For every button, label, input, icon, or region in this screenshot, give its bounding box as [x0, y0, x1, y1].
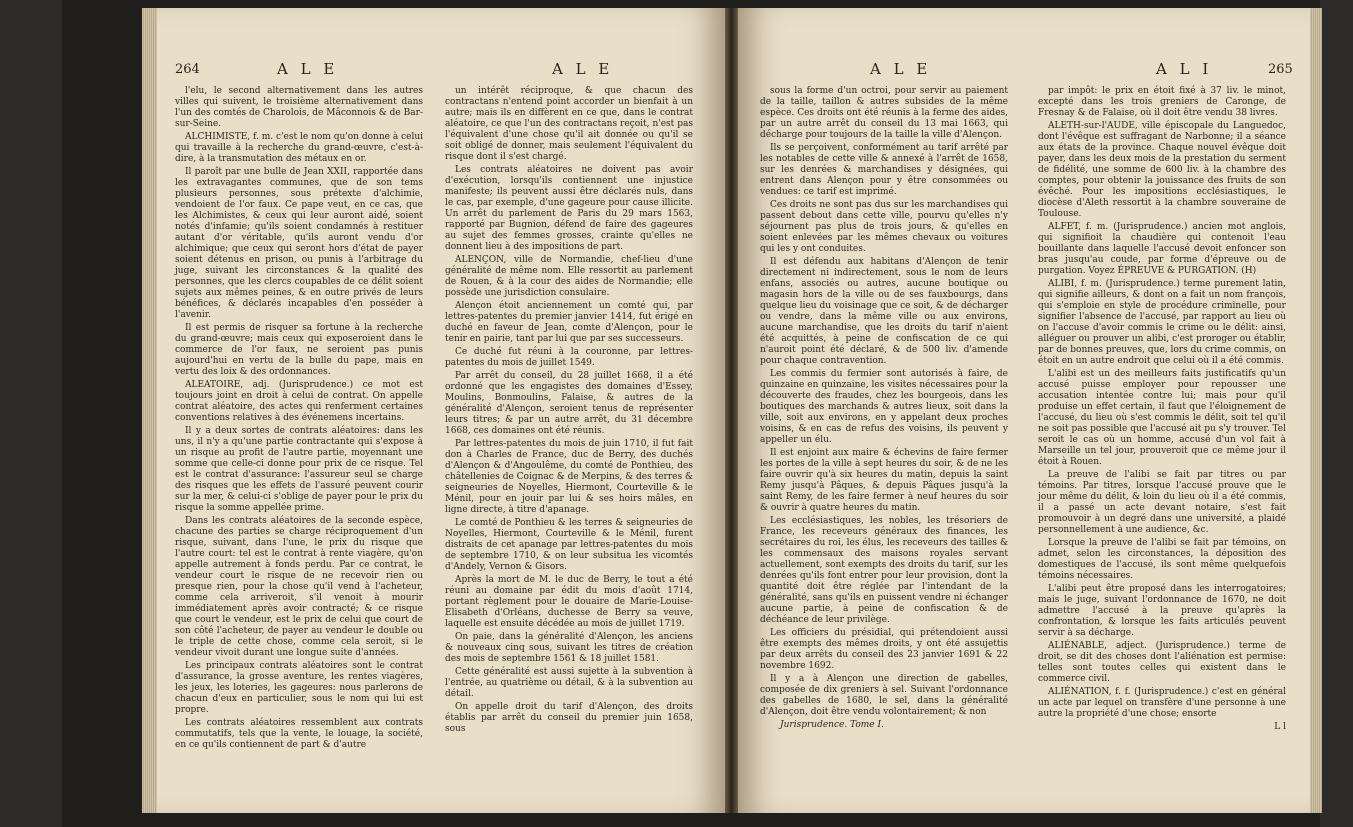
text-column-2 [445, 86, 693, 737]
text-column-2 [1038, 86, 1286, 735]
page-number: 265 [1268, 62, 1293, 77]
paragraph: ALEATOIRE, adj. (Jurisprudence.) ce mot est toujours joint en droit à celui de contrat. On appelle contrat aléatoire, des actes qui renferment certaines conventions relatives à des événemens incertains. [175, 380, 423, 423]
paragraph: Ce duché fut réuni à la couronne, par lettres-patentes du mois de juillet 1549. [445, 347, 693, 368]
paragraph: Les contrats aléatoires ne doivent pas avoir d'exécution, lorsqu'ils contiennent une injustice manifeste; ils peuvent aussi être déclarés nuls, dans le cas, par exemple, d'une gageure pour cause illicite. Un arrêt du parlement de Paris du 29 mars 1563, rapporté par Bugnion, défend de faire des gageures au sujet des femmes grosses, crainte qu'elles ne donnent lieu à des impositions de part. [445, 165, 693, 252]
paragraph: Il paroît par une bulle de Jean XXII, rapportée dans les extravagantes communes, que de son tems plusieurs personnes, sous prétexte d'alchimie, vendoient de l'or faux. Ce pape veut, en ce cas, que les Alchimistes, & ceux qui leur auront aidé, soient notés d'infamie; qu'ils soient condamnés à restituer autant d'or véritable, qu'ils auront vendu d'or alchimique; que ceux qui seront hors d'état de payer soient détenus en prison, ou punis à l'arbitrage du juge, suivant les circonstances & la qualité des personnes, que les clercs coupables de ce délit soient sujets aux mêmes peines, & en outre privés de leurs bénéfices, & déclarés incapables d'en posséder à l'avenir. [175, 167, 423, 320]
paragraph: Il est enjoint aux maire & échevins de faire fermer les portes de la ville à sept heures du soir, & de ne les faire ouvrir qu'à six heures du matin, depuis la saint Remy jusqu'à Pâques, & depuis Pâques jusqu'à la saint Remy, de les faire fermer à neuf heures du soir & ouvrir à quatre heures du matin. [760, 448, 1008, 513]
paragraph: ALENÇON, ville de Normandie, chef-lieu d'une généralité de même nom. Elle ressortit au parlement de Rouen, & à la cour des aides de Normandie; elle possède une jurisdiction consulaire. [445, 255, 693, 298]
paragraph: ALCHIMISTE, f. m. c'est le nom qu'on donne à celui qui travaille à la recherche du grand-œuvre, c'est-à-dire, à la transmutation des métaux en or. [175, 132, 423, 164]
paragraph: Les commis du fermier sont autorisés à faire, de quinzaine en quinzaine, les visites nécessaires pour la découverte des fraudes, chez les bourgeois, dans les boutiques des marchands & autres lieux, soit dans la ville, soit aux environs, en y appelant deux proches voisins, & en cas de refus des voisins, ils peuvent y appeller un élu. [760, 369, 1008, 445]
text-column-1 [760, 86, 1008, 733]
paragraph: Il y a à Alençon une direction de gabelles, composée de dix greniers à sel. Suivant l'ordonnance des gabelles de 1680, le sel, dans la généralité d'Alençon, doit être vendu volontairement; & non [760, 674, 1008, 717]
paragraph: Lorsque la preuve de l'alibi se fait par témoins, on admet, selon les circonstances, la déposition des domestiques de l'accusé, ils sont même quelquefois témoins nécessaires. [1038, 538, 1286, 581]
page-edge-right [1310, 8, 1322, 813]
paragraph: Cette généralité est aussi sujette à la subvention à l'entrée, au quatrième ou détail, & à la subvention au détail. [445, 667, 693, 699]
paragraph: Alençon étoit anciennement un comté qui, par lettres-patentes du premier janvier 1414, fut érigé en duché en faveur de Jean, comte d'Alençon, pour le tenir en pairie, tant par lui que par ses successeurs. [445, 301, 693, 344]
paragraph: Il y a deux sortes de contrats aléatoires: dans les uns, il n'y a qu'une partie contractante qui s'expose à un risque au profit de l'autre partie, moyennant une somme que celle-ci donne pour prix de ce risque. Tel est le contrat d'assurance: l'assureur seul se charge des risques que les effets de l'assuré peuvent courir sur la mer, & celui-ci s'oblige de payer pour le prix du risque la somme appellée prime. [175, 426, 423, 513]
signature-mark: L l [1274, 722, 1286, 732]
left-page [157, 8, 725, 813]
paragraph: La preuve de l'alibi se fait par titres ou par témoins. Par titres, lorsque l'accusé prouve que le jour même du délit, & loin du lieu où il a été commis, il a passé un acte devant notaire, s'est fait promouvoir à un degré dans une université, a plaidé personnellement à une audience, &c. [1038, 470, 1286, 535]
page-edge-left [142, 8, 157, 813]
paragraph: ALFET, f. m. (Jurisprudence.) ancien mot anglois, qui signifioit la chaudière qui contenoit l'eau bouillante dans laquelle l'accusé devoit enfoncer son bras jusqu'au coude, par forme d'épreuve ou de purgation. Voyez ÉPREUVE & PURGATION. (H) [1038, 222, 1286, 276]
paragraph: ALIÉNABLE, adject. (Jurisprudence.) terme de droit, se dit des choses dont l'aliénation est permise: telles sont toutes celles qui existent dans le commerce civil. [1038, 641, 1286, 684]
paragraph: Ils se perçoivent, conformément au tarif arrêté par les notables de cette ville & annexé à l'arrêt de 1658, sur les denrées & marchandises y désignées, qui entrent dans Alençon pour y être consommées ou vendues: ce tarif est imprimé. [760, 143, 1008, 197]
paragraph: par impôt: le prix en étoit fixé à 37 liv. le minot, excepté dans les trois greniers de Caronge, de Fresnay & de Falaise, où il doit être vendu 38 livres. [1038, 86, 1286, 118]
page-number: 264 [175, 62, 200, 77]
running-head-left: A L E [870, 60, 932, 78]
paragraph: Le comté de Ponthieu & les terres & seigneuries de Noyelles, Hiermont, Courteville & le Ménil, furent distraits de cet apanage par lettres-patentes du mois de septembre 1710, & on leur subsitua les vicomtés d'Andely, Vernon & Gisors. [445, 518, 693, 572]
paragraph: Par arrêt du conseil, du 28 juillet 1668, il a été ordonné que les engagistes des domaines d'Essey, Moulins, Bonmoulins, Falaise, & autres de la généralité d'Alençon, seroient tenus de représenter leurs titres; & par un autre arrêt, du 31 décembre 1668, ces domaines ont été réunis. [445, 371, 693, 436]
paragraph: Après la mort de M. le duc de Berry, le tout a été réuni au domaine par édit du mois d'août 1714, portant règlement pour le douaire de Marie-Louise-Elisabeth d'Orléans, duchesse de Berry sa veuve, laquelle est ensuite décédée au mois de juillet 1719. [445, 575, 693, 629]
paragraph: ALIBI, f. m. (Jurisprudence.) terme purement latin, qui signifie ailleurs, & dont on a fait un nom françois, qui s'emploie en style de procédure criminelle, pour signifier l'absence de l'accusé, par rapport au lieu où on l'accuse d'avoir commis le crime ou le délit: ainsi, alléguer ou prouver un alibi, c'est proroger ou établir, par de bonnes preuves, que, lors du crime commis, on étoit en un autre endroit que celui où il a été commis. [1038, 279, 1286, 366]
paragraph: Il est permis de risquer sa fortune à la recherche du grand-œuvre; mais ceux qui exposeroient dans le commerce de l'or faux, ne seroient pas punis aujourd'hui en vertu de la bulle du pape, mais en vertu des loix & des ordonnances. [175, 323, 423, 377]
paragraph: Il est défendu aux habitans d'Alençon de tenir directement ni indirectement, sous le nom de leurs enfans, associés ou autres, aucune boutique ou magasin hors de la ville ou de ses fauxbourgs, dans quelque lieu du voisinage que ce soit, & de décharger ou vendre, dans la même ville ou aux environs, aucune marchandise, que les droits du tarif n'aient été acquittés, à peine de confiscation de ce qui n'auroit point été déclaré, & de 500 liv. d'amende pour chaque contravention. [760, 257, 1008, 366]
paragraph: ALETH-sur-l'AUDE, ville épiscopale du Languedoc, dont l'évêque est suffragant de Narbonne; il a séance aux états de la province. Chaque nouvel évêque doit payer, dans les deux mois de la prestation du serment de fidélité, une somme de 600 liv. à la chambre des comptes, pour obtenir la jouissance des fruits de son évêché. Pour les impositions ecclésiastiques, le diocèse d'Aleth ressortit à la chambre souveraine de Toulouse. [1038, 121, 1286, 219]
paragraph: Ces droits ne sont pas dus sur les marchandises qui passent debout dans cette ville, pourvu qu'elles n'y séjournent pas plus de trois jours, & qu'elles en soient enlevées par les mêmes chevaux ou voitures qui les y ont conduites. [760, 200, 1008, 254]
paragraph: un intérêt réciproque, & que chacun des contractans n'entend point accorder un bienfait à un autre; mais ils en diffèrent en ce que, dans le contrat aléatoire, ce que l'un des contractans reçoit, n'est pas l'équivalent d'une chose qu'il ait donnée ou qu'il se soit obligé de donner, mais seulement l'équivalent du risque dont il s'est chargé. [445, 86, 693, 162]
right-page [738, 8, 1310, 813]
paragraph: Dans les contrats aléatoires de la seconde espèce, chacune des parties se charge réciproquement d'un risque, suivant, dans l'une, le prix du risque que l'autre court: tel est le contrat à rente viagère, qu'on appelle autrement à fonds perdu. Par ce contrat, le vendeur court le risque de ne recevoir rien ou presque rien, pour la chose qu'il vend à l'acheteur, comme cela arriveroit, s'il venoit à mourir immédiatement après avoir contracté; & ce risque que court le vendeur, est le prix de celui que court de son côté l'acheteur, de payer au vendeur le double ou le triple de cette chose, comme cela seroit, si le vendeur vivoit durant une longue suite d'années. [175, 516, 423, 658]
paragraph: sous la forme d'un octroi, pour servir au paiement de la taille, taillon & autres subsides de la même espèce. Ces droits ont été réunis à la ferme des aides, par un autre arrêt du conseil du 13 mai 1663, qui décharge pour toujours de la taille la ville d'Alençon. [760, 86, 1008, 140]
paragraph: ALIÉNATION, f. f. (Jurisprudence.) c'est en général un acte par lequel on transfère d'une personne à une autre la propriété d'une chose; ensorte [1038, 687, 1286, 719]
running-head-right: A L I [1156, 60, 1213, 78]
paragraph: l'elu, le second alternativement dans les autres villes qui suivent, le troisième alternativement dans l'un des comtés de Charolois, de Mâconnois & de Bar-sur-Seine. [175, 86, 423, 129]
paragraph: Par lettres-patentes du mois de juin 1710, il fut fait don à Charles de France, duc de Berry, des duchés d'Alençon & d'Angoulême, du comté de Ponthieu, des châtellenies de Coignac & de Merpins, & des terres & seigneuries de Noyelles, Hiermont, Courteville & le Ménil, pour en jouir par lui & ses hoirs mâles, en ligne directe, à titre d'apanage. [445, 439, 693, 515]
paragraph: L'alibi est un des meilleurs faits justificatifs qu'un accusé puisse employer pour repousser une accusation intentée contre lui; mais pour qu'il produise un effet certain, il faut que l'éloignement de l'accusé, du lieu où s'est commis le délit, soit tel qu'il ne soit pas possible que l'accusé ait pu s'y trouver. Tel seroit le cas où un homme, accusé d'un vol fait à Marseille un tel jour, prouveroit que ce même jour il étoit à Rouen. [1038, 369, 1286, 467]
book [62, 0, 1320, 827]
paragraph: Les ecclésiastiques, les nobles, les trésoriers de France, les receveurs généraux des finances, les secrétaires du roi, les élus, les receveurs des tailles & les commensaux des maisons royales servant actuellement, sont exempts des droits du tarif, sur les denrées qu'ils font entrer pour leur provision, dont la quantité doit être réglée par l'intendant de la généralité, sans qu'ils en puissent vendre ni échanger aucune partie, à peine de confiscation & de déchéance de leur privilège. [760, 516, 1008, 625]
running-head-left: A L E [277, 60, 339, 78]
paragraph: On appelle droit du tarif d'Alençon, des droits établis par arrêt du conseil du premier juin 1658, sous [445, 702, 693, 734]
paragraph: On paie, dans la généralité d'Alençon, les anciens & nouveaux cinq sous, suivant les titres de création des mois de septembre 1561 & 18 juillet 1581. [445, 632, 693, 664]
paragraph: L'alibi peut être proposé dans les interrogatoires; mais le juge, suivant l'ordonnance de 1670, ne doit admettre l'accusé à la preuve qu'après la confrontation, & lorsque les faits articulés peuvent servir à sa décharge. [1038, 584, 1286, 638]
book-gutter [725, 8, 738, 813]
paragraph: Les officiers du présidial, qui prétendoient aussi être exempts des mêmes droits, y ont été assujettis par deux arrêts du conseil des 23 janvier 1691 & 22 novembre 1692. [760, 628, 1008, 671]
running-head-right: A L E [552, 60, 614, 78]
paragraph: Les principaux contrats aléatoires sont le contrat d'assurance, la grosse aventure, les rentes viagères, les jeux, les loteries, les gageures: nous parlerons de chacun d'eux en particulier, sous le nom qui lui est propre. [175, 661, 423, 715]
page-footer: Jurisprudence. Tome I. [780, 720, 884, 730]
text-column-1 [175, 86, 423, 753]
paragraph: Les contrats aléatoires ressemblent aux contrats commutatifs, tels que la vente, le louage, la société, en ce qu'ils contiennent de part & d'autre [175, 718, 423, 750]
